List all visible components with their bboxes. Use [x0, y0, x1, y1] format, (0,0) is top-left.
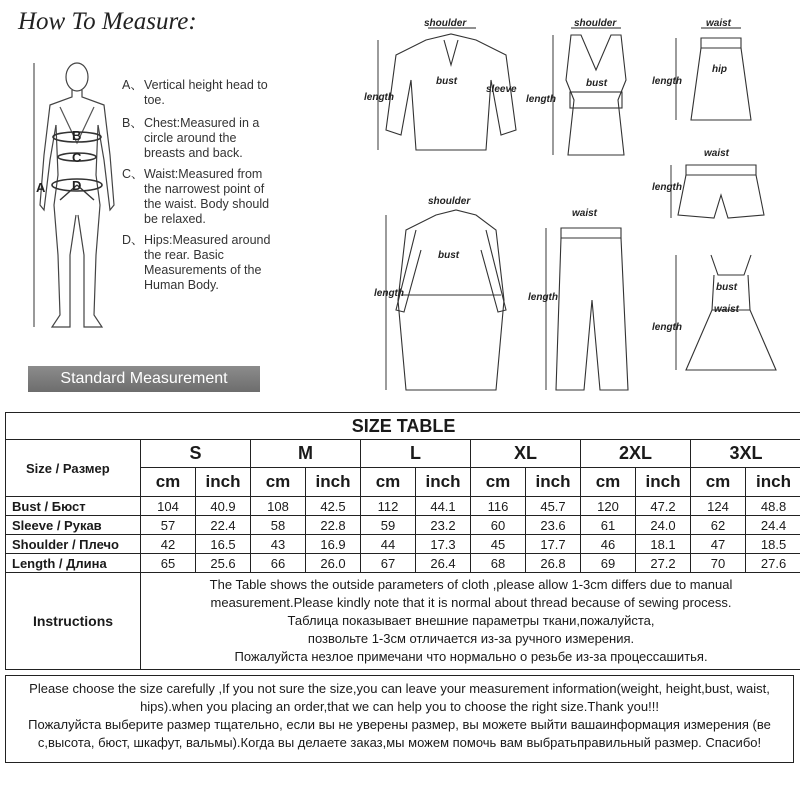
unit-cm: cm: [691, 468, 746, 497]
unit-inch: inch: [196, 468, 251, 497]
table-row-sleeve: [6, 516, 800, 535]
table-cell: 26.4: [416, 554, 471, 573]
label-shoulder-coat: shoulder: [428, 196, 471, 207]
table-row-shoulder: [6, 535, 800, 554]
label-waist-pants: waist: [572, 208, 598, 219]
size-table-title-row: [6, 413, 800, 440]
unit-inch: inch: [746, 468, 800, 497]
footer-line: hips).when you placing an order,that we can help you to choose the right size.Thank you!!!: [140, 699, 659, 714]
table-cell: 48.8: [746, 497, 800, 516]
size-xl: XL: [471, 440, 581, 468]
label-shoulder-tank: shoulder: [574, 18, 617, 29]
table-cell: 44: [361, 535, 416, 554]
unit-cm: cm: [581, 468, 636, 497]
table-cell: 23.6: [526, 516, 581, 535]
label-hip-skirt: hip: [712, 64, 727, 75]
table-cell: 27.6: [746, 554, 800, 573]
table-cell: 46: [581, 535, 636, 554]
label-bust-tank: bust: [586, 78, 608, 89]
table-cell: 24.4: [746, 516, 800, 535]
table-cell: 120: [581, 497, 636, 516]
table-cell: 66: [251, 554, 306, 573]
letter-a: A: [36, 180, 46, 195]
table-cell: 40.9: [196, 497, 251, 516]
row-label: Bust / Бюст: [6, 497, 141, 516]
size-m: M: [251, 440, 361, 468]
label-length-skirt: length: [652, 76, 682, 87]
note-c: C、 Waist:Measured from the narrowest point of the waist. Body should be relaxed.: [122, 167, 270, 226]
instructions-line: позвольте 1-3см отличается из-за ручного измерения.: [307, 631, 635, 646]
footer-note: [5, 675, 794, 763]
how-to-measure-title: How To Measure:: [18, 8, 197, 35]
table-cell: 43: [251, 535, 306, 554]
table-cell: 17.3: [416, 535, 471, 554]
unit-cm: cm: [141, 468, 196, 497]
table-cell: 27.2: [636, 554, 691, 573]
unit-inch: inch: [306, 468, 361, 497]
table-cell: 61: [581, 516, 636, 535]
label-waist-skirt: waist: [706, 18, 732, 29]
table-cell: 69: [581, 554, 636, 573]
size-table: [5, 412, 800, 670]
table-cell: 42.5: [306, 497, 361, 516]
table-cell: 24.0: [636, 516, 691, 535]
garment-diagrams: [356, 10, 800, 400]
table-cell: 17.7: [526, 535, 581, 554]
row-label: Shoulder / Плечо: [6, 535, 141, 554]
table-cell: 108: [251, 497, 306, 516]
table-cell: 16.5: [196, 535, 251, 554]
label-length-tank: length: [526, 94, 556, 105]
table-cell: 26.8: [526, 554, 581, 573]
table-cell: 58: [251, 516, 306, 535]
size-2xl: 2XL: [581, 440, 691, 468]
table-cell: 59: [361, 516, 416, 535]
unit-inch: inch: [636, 468, 691, 497]
row-label: Length / Длина: [6, 554, 141, 573]
label-length-coat: length: [374, 288, 404, 299]
table-cell: 70: [691, 554, 746, 573]
size-l: L: [361, 440, 471, 468]
label-length-blouse: length: [364, 92, 394, 103]
table-cell: 47: [691, 535, 746, 554]
instructions-line: Пожалуйста незлое примечани что нормально о резьбе из-за процессашитья.: [234, 649, 708, 664]
unit-inch: inch: [416, 468, 471, 497]
size-header-row: [6, 440, 800, 468]
row-label: Sleeve / Рукав: [6, 516, 141, 535]
table-cell: 23.2: [416, 516, 471, 535]
label-bust-dress: bust: [716, 282, 738, 293]
note-a: A、 Vertical height head to toe.: [122, 78, 268, 107]
table-cell: 42: [141, 535, 196, 554]
instructions-line: The Table shows the outside parameters of cloth ,please allow 1-3cm differs due to manual: [209, 577, 733, 592]
label-bust-coat: bust: [438, 250, 460, 261]
table-cell: 22.4: [196, 516, 251, 535]
label-sleeve-blouse: sleeve: [486, 84, 517, 95]
size-s: S: [141, 440, 251, 468]
footer-line: Пожалуйста выберите размер тщательно, если вы не уверены размер, вы можете выйти вашаинформация измерения (ве: [28, 717, 771, 732]
table-cell: 60: [471, 516, 526, 535]
table-cell: 18.5: [746, 535, 800, 554]
label-length-dress: length: [652, 322, 682, 333]
unit-inch: inch: [526, 468, 581, 497]
table-cell: 18.1: [636, 535, 691, 554]
table-cell: 44.1: [416, 497, 471, 516]
size-3xl: 3XL: [691, 440, 800, 468]
table-row-bust: [6, 497, 800, 516]
instructions-text: [141, 573, 800, 670]
table-cell: 57: [141, 516, 196, 535]
label-waist-shorts: waist: [704, 148, 730, 159]
table-cell: 62: [691, 516, 746, 535]
size-table-title: SIZE TABLE: [6, 413, 800, 440]
table-cell: 112: [361, 497, 416, 516]
letter-d: D: [72, 178, 82, 193]
table-cell: 16.9: [306, 535, 361, 554]
table-row-length: [6, 554, 800, 573]
letter-c: C: [72, 150, 82, 165]
unit-cm: cm: [251, 468, 306, 497]
table-cell: 116: [471, 497, 526, 516]
note-b: B、 Chest:Measured in a circle around the breasts and back.: [122, 116, 260, 160]
label-length-pants: length: [528, 292, 558, 303]
how-to-measure-panel: [0, 0, 800, 400]
label-bust-blouse: bust: [436, 76, 458, 87]
instructions-row: [6, 573, 800, 670]
label-length-shorts: length: [652, 182, 682, 193]
label-shoulder-blouse: shoulder: [424, 18, 467, 29]
measurement-notes: [118, 78, 278, 303]
table-cell: 45: [471, 535, 526, 554]
footer-line: с,высота, бюст, шкафут, вальмы).Когда вы делаете заказ,мы можем помочь вам выбратьправильный размер. Спасибо!: [37, 735, 762, 750]
instructions-line: Таблица показывает внешние параметры ткани,пожалуйста,: [287, 613, 655, 628]
table-cell: 124: [691, 497, 746, 516]
unit-cm: cm: [471, 468, 526, 497]
instructions-label: Instructions: [6, 573, 141, 670]
table-cell: 26.0: [306, 554, 361, 573]
instructions-line: measurement.Please kindly note that it is normal about thread because of sewing process.: [210, 595, 732, 610]
table-cell: 47.2: [636, 497, 691, 516]
garment-sketches: [356, 10, 800, 400]
unit-cm: cm: [361, 468, 416, 497]
table-cell: 22.8: [306, 516, 361, 535]
size-header-label: Size / Размер: [6, 440, 141, 497]
table-cell: 104: [141, 497, 196, 516]
standard-measurement-banner: Standard Measurement: [28, 366, 260, 392]
footer-line: Please choose the size carefully ,If you not sure the size,you can leave your measurement information(weight, height,bust, waist,: [29, 681, 770, 696]
table-cell: 65: [141, 554, 196, 573]
table-cell: 68: [471, 554, 526, 573]
table-cell: 45.7: [526, 497, 581, 516]
table-cell: 67: [361, 554, 416, 573]
note-d: D、 Hips:Measured around the rear. Basic Measurements of the Human Body.: [122, 233, 271, 292]
body-figure-illustration: [30, 55, 125, 345]
letter-b: B: [72, 128, 82, 143]
table-cell: 25.6: [196, 554, 251, 573]
label-waist-dress: waist: [714, 304, 740, 315]
